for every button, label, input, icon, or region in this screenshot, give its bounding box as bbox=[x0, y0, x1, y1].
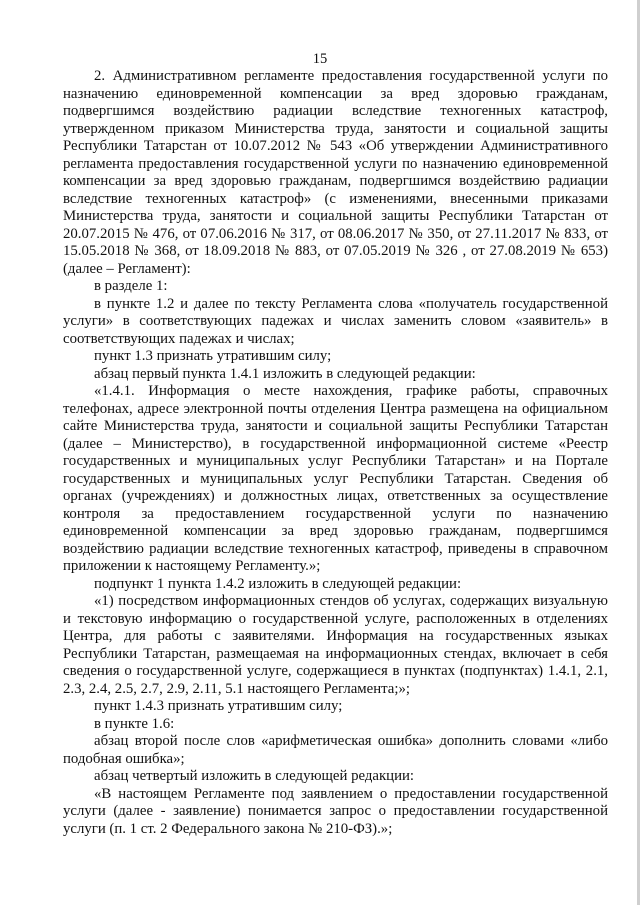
paragraph-item-1-4-2-heading: подпункт 1 пункта 1.4.2 изложить в следующей редакции: bbox=[94, 575, 462, 592]
paragraph-item-1-4-1-text: «1.4.1. Информация о месте нахождения, графике работы, справочных телефонах, адресе электронной почты отделения Центра размещена на официальном сайте Министерства труда, занятости и социальной защиты Республики Татарстан (далее – Министерство), в государственной информационной системе «Реестр государственных и муниципальных услуг Республики Татарстан» и на Портале государственных и муниципальных услуг Республики Татарстан. Сведения об органах (учреждениях) и должностных лицах, ответственных за осуществление контроля за предоставлением государственной услуги по назначению единовременной компенсации за вред здоровью гражданам, подвергшимся воздействию радиации вследствие техногенных катастроф, приведены в справочном приложении к настоящему Регламенту.»; bbox=[63, 383, 608, 574]
paragraph-item-1-4-3: пункт 1.4.3 признать утратившим силу; bbox=[94, 698, 343, 714]
document-body bbox=[63, 68, 608, 838]
paragraph-item-1-3: пункт 1.3 признать утратившим силу; bbox=[94, 348, 332, 364]
paragraph-item-1-2: в пункте 1.2 и далее по тексту Регламента слова «получатель государственной услуги» в соответствующих падежах и числах заменить словом «заявитель» в соответствующих падежах и числах; bbox=[63, 295, 608, 347]
paragraph-item-1-6: в пункте 1.6: bbox=[94, 715, 175, 732]
paragraph-amendment-intro: 2. Административном регламенте предоставления государственной услуги по назначению единовременной компенсации за вред здоровью гражданам, подвергшимся воздействию радиации вследствие техногенных катастроф, утвержденном приказом Министерства труда, занятости и социальной защиты Республики Татарстан от 10.07.2012 № 543 «Об утверждении Административного регламента предоставления государственной услуги по назначению единовременной компенсации за вред здоровью гражданам, подвергшимся воздействию радиации вследствие техногенных катастроф» (с изменениями, внесенными приказами Министерства труда, занятости и социальной защиты Республики Татарстан от 20.07.2015 № 476, от 07.06.2016 № 317, от 08.06.2017 № 350, от 27.11.2017 № 833, от 15.05.2018 № 368, от 18.09.2018 № 883, от 07.05.2019 № 326 , от 27.08.2019 № 653) (далее – Регламент): bbox=[63, 68, 608, 277]
paragraph-item-1-6-fourth-heading: абзац четвертый изложить в следующей редакции: bbox=[94, 768, 415, 784]
page-number: 15 bbox=[312, 51, 328, 67]
paragraph-item-1-4-1-heading: абзац первый пункта 1.4.1 изложить в следующей редакции: bbox=[94, 365, 476, 382]
paragraph-item-1-4-2-text: «1) посредством информационных стендов об услугах, содержащих визуальную и текстовую информацию о государственной услуге, расположенных в отделениях Центра, для работы с заявителями. Информация на государственных языках Республики Татарстан, размещаемая на информационных стендах, включает в себя сведения о государственной услуге, содержащиеся в пунктах (подпунктах) 1.4.1, 2.1, 2.3, 2.4, 2.5, 2.7, 2.9, 2.11, 5.1 настоящего Регламента;»; bbox=[63, 593, 608, 697]
paragraph-section-1: в разделе 1: bbox=[94, 278, 168, 294]
paragraph-item-1-6-fourth-text: «В настоящем Регламенте под заявлением о предоставлении государственной услуги (далее - заявление) понимается запрос о предоставлении государственной услуги (п. 1 ст. 2 Федерального закона № 210-ФЗ).»; bbox=[63, 785, 608, 837]
paragraph-item-1-6-second: абзац второй после слов «арифметическая ошибка» дополнить словами «либо подобная ошибка»; bbox=[63, 733, 608, 767]
